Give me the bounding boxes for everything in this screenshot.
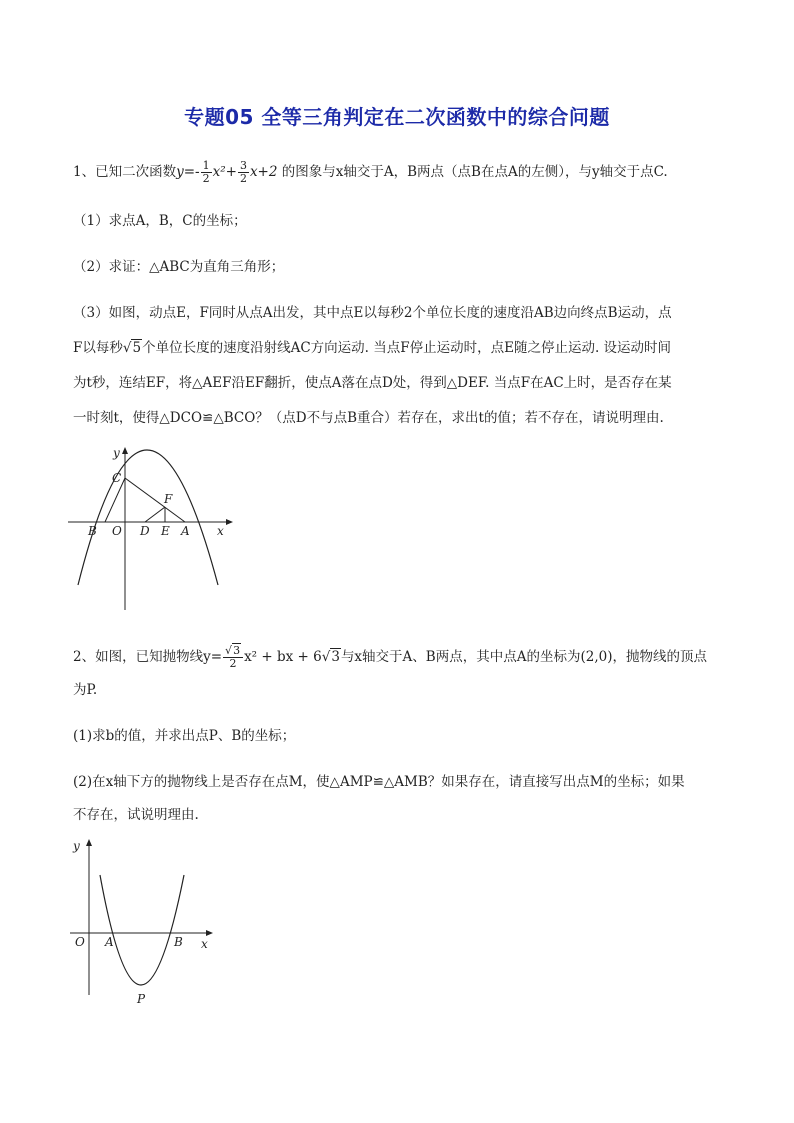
q2-label-x: x [201, 937, 208, 951]
q2-coef-num: √3 [223, 645, 243, 658]
q1-frac2-num: 3 [239, 159, 247, 172]
q1-number: 1、 [73, 164, 96, 180]
q2-part1: (1)求b的值，并求出点P、B的坐标； [73, 728, 296, 744]
q2-coef-frac [223, 645, 243, 670]
q1-suffix: 的图象与x轴交于A，B两点（点B在点A的左侧），与y轴交于点C. [277, 164, 668, 180]
q1-frac1-den: 2 [202, 172, 210, 185]
q2-coef-den: 2 [229, 657, 237, 670]
q2-sqrt3: 3 [233, 644, 241, 657]
q1-frac2-den: 2 [239, 172, 247, 185]
q1-part3-line2-b: 个单位长度的速度沿射线AC方向运动. 当点F停止运动时，点E随之停止运动. 设运动时间 [142, 340, 672, 356]
q1-statement [73, 160, 733, 185]
q2-line2: 为P. [73, 682, 98, 698]
q2-label-y: y [73, 839, 80, 853]
q2-line1-c: 与x轴交于A、B两点，其中点A的坐标为(2,0)，抛物线的顶点 [340, 649, 707, 665]
q1-y-arrow [122, 447, 128, 454]
q1-label-o: O [112, 524, 122, 538]
q1-part3-line4: 一时刻t，使得△DCO≌△BCO？（点D不与点B重合）若存在，求出t的值；若不存在，请说明理由. [73, 410, 664, 426]
q2-sqrt3b: 3 [331, 649, 340, 665]
q1-frac1 [201, 160, 212, 185]
q1-part1: （1）求点A，B，C的坐标； [73, 213, 247, 229]
q1-segment-df [145, 507, 165, 522]
q2-line1-b: x² + bx + 6 [244, 649, 322, 665]
q2-part2-line1: (2)在x轴下方的抛物线上是否存在点M，使△AMP≌△AMB？如果存在，请直接写出点M的坐标；如果 [73, 774, 685, 790]
q2-number: 2、 [73, 649, 96, 665]
q2-x-arrow [206, 930, 213, 936]
q2-label-a: A [105, 935, 114, 949]
q1-figure [68, 445, 243, 615]
q1-label-a: A [181, 524, 190, 538]
q1-x-sq: x²+ [212, 164, 237, 180]
q2-label-o: O [75, 935, 85, 949]
q1-label-e: E [161, 524, 170, 538]
q1-label-d: D [140, 524, 150, 538]
q1-frac2 [238, 160, 249, 185]
q1-part2: （2）求证：△ABC为直角三角形； [73, 259, 285, 275]
q1-label-x: x [217, 524, 224, 538]
q1-frac1-num: 1 [202, 159, 210, 172]
page-title: 专题05 全等三角判定在二次函数中的综合问题 [184, 105, 610, 129]
q2-part2-line2: 不存在，试说明理由. [73, 807, 199, 823]
q2-label-p: P [137, 992, 146, 1006]
q1-parabola [78, 450, 218, 585]
q1-x-arrow [226, 519, 233, 525]
q1-part3-line2-a: F以每秒 [73, 340, 123, 356]
q1-part3-sqrt: 5 [132, 340, 142, 356]
q1-x-tail: x+2 [249, 164, 278, 180]
q1-part3-line3: 为t秒，连结EF，将△AEF沿EF翻折，使点A落在点D处，得到△DEF. 当点F在AC上时，是否存在某 [73, 375, 672, 391]
q2-label-b: B [174, 935, 183, 949]
q1-label-c: C [112, 471, 122, 485]
q1-label-b: B [88, 524, 97, 538]
q1-prefix: 已知二次函数 [95, 164, 177, 180]
q1-y-eq: y=- [176, 164, 200, 180]
q1-label-y: y [113, 446, 120, 460]
q2-parabola [100, 875, 184, 985]
q2-y-arrow [86, 839, 92, 846]
q1-part3-line1: （3）如图，动点E，F同时从点A出发，其中点E以每秒2个单位长度的速度沿AB边向终点B运动，点 [73, 305, 672, 321]
q2-figure [68, 835, 228, 1015]
q2-line1-a: 如图，已知抛物线y= [95, 649, 223, 665]
q1-part3-line2: F以每秒√5个单位长度的速度沿射线AC方向运动. 当点F停止运动时，点E随之停止运动. 设运动时间 [73, 340, 672, 356]
q2-statement: 2、如图，已知抛物线y= $\frac{√3}{2}$ x² + bx + 6√3与x轴交于A、B两点，其中点A的坐标为(2,0)，抛物线的顶点 [73, 644, 707, 670]
q1-segment-ca [125, 478, 185, 522]
q1-label-f: F [164, 492, 173, 506]
